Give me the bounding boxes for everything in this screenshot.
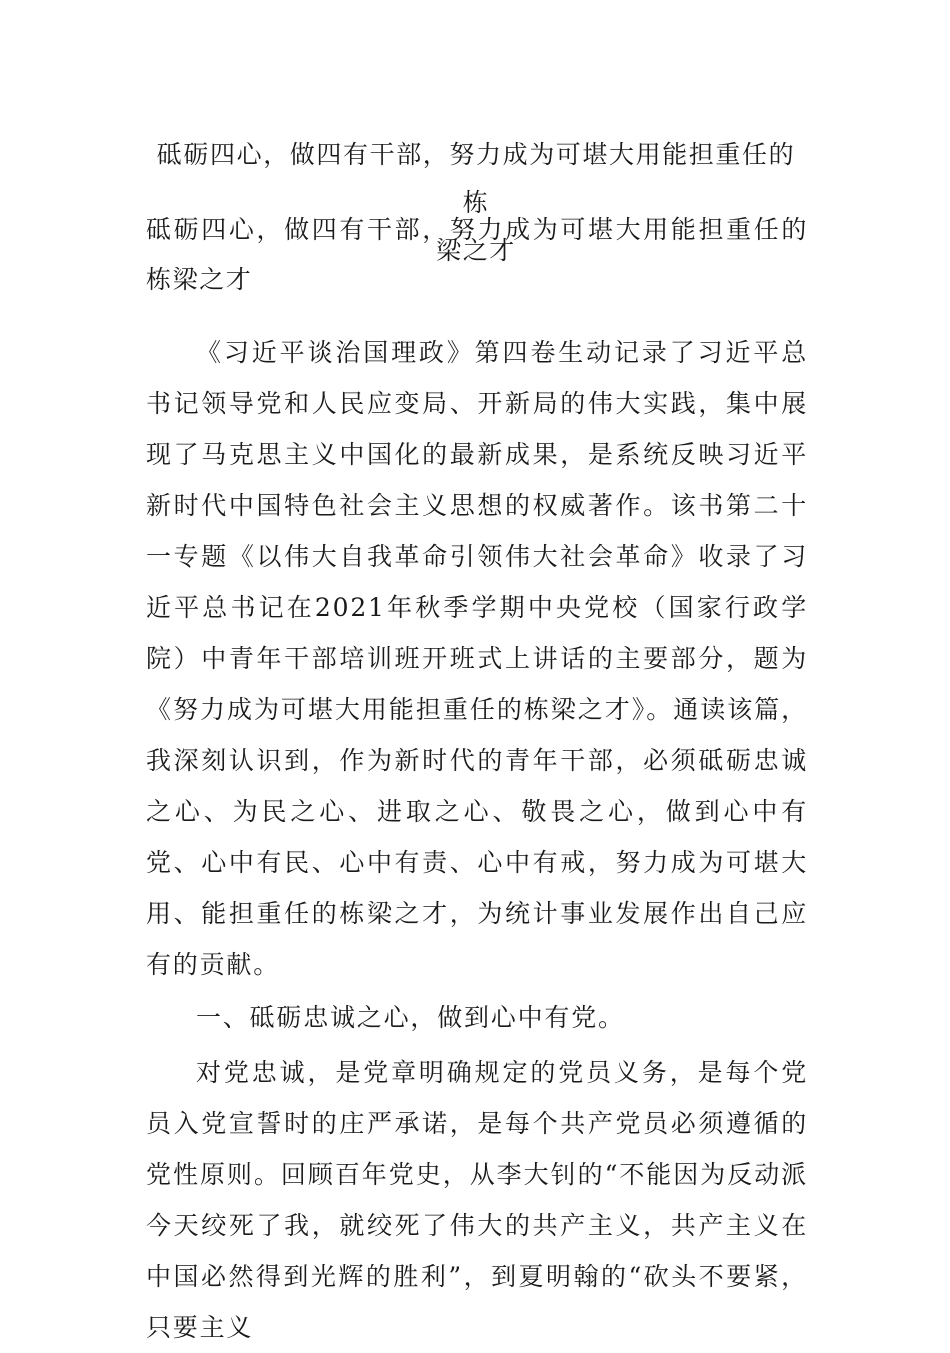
section-paragraph: 对党忠诚，是党章明确规定的党员义务，是每个党员入党宣誓时的庄严承诺，是每个共产党员必须遵循的党性原则。回顾百年党史，从李大钊的“不能因为反动派今天绞死了我，就绞死了伟大的共产主义，共产主义在中国必然得到光辉的胜利”，到夏明翰的“砍头不要紧，只要主义: [146, 1058, 808, 1342]
section-heading: 一、砥砺忠诚之心，做到心中有党。: [196, 1003, 625, 1032]
title-line-2: 梁之才: [436, 236, 516, 265]
repeated-heading: 砥砺四心，做四有干部，努力成为可堪大用能担重任的栋梁之才: [146, 215, 808, 294]
document-body: [146, 205, 808, 1353]
intro-paragraph: 《习近平谈治国理政》第四卷生动记录了习近平总书记领导党和人民应变局、开新局的伟大实践，集中展现了马克思主义中国化的最新成果，是系统反映习近平新时代中国特色社会主义思想的权威著作。该书第二十一专题《以伟大自我革命引领伟大社会革命》收录了习近平总书记在2021年秋季学期中央党校（国家行政学院）中青年干部培训班开班式上讲话的主要部分，题为《努力成为可堪大用能担重任的栋梁之才》。通读该篇，我深刻认识到，作为新时代的青年干部，必须砥砺忠诚之心、为民之心、进取之心、敬畏之心，做到心中有党、心中有民、心中有责、心中有戒，努力成为可堪大用、能担重任的栋梁之才，为统计事业发展作出自己应有的贡献。: [146, 338, 808, 979]
title-line-1: 砥砺四心，做四有干部，努力成为可堪大用能担重任的栋: [156, 140, 796, 217]
